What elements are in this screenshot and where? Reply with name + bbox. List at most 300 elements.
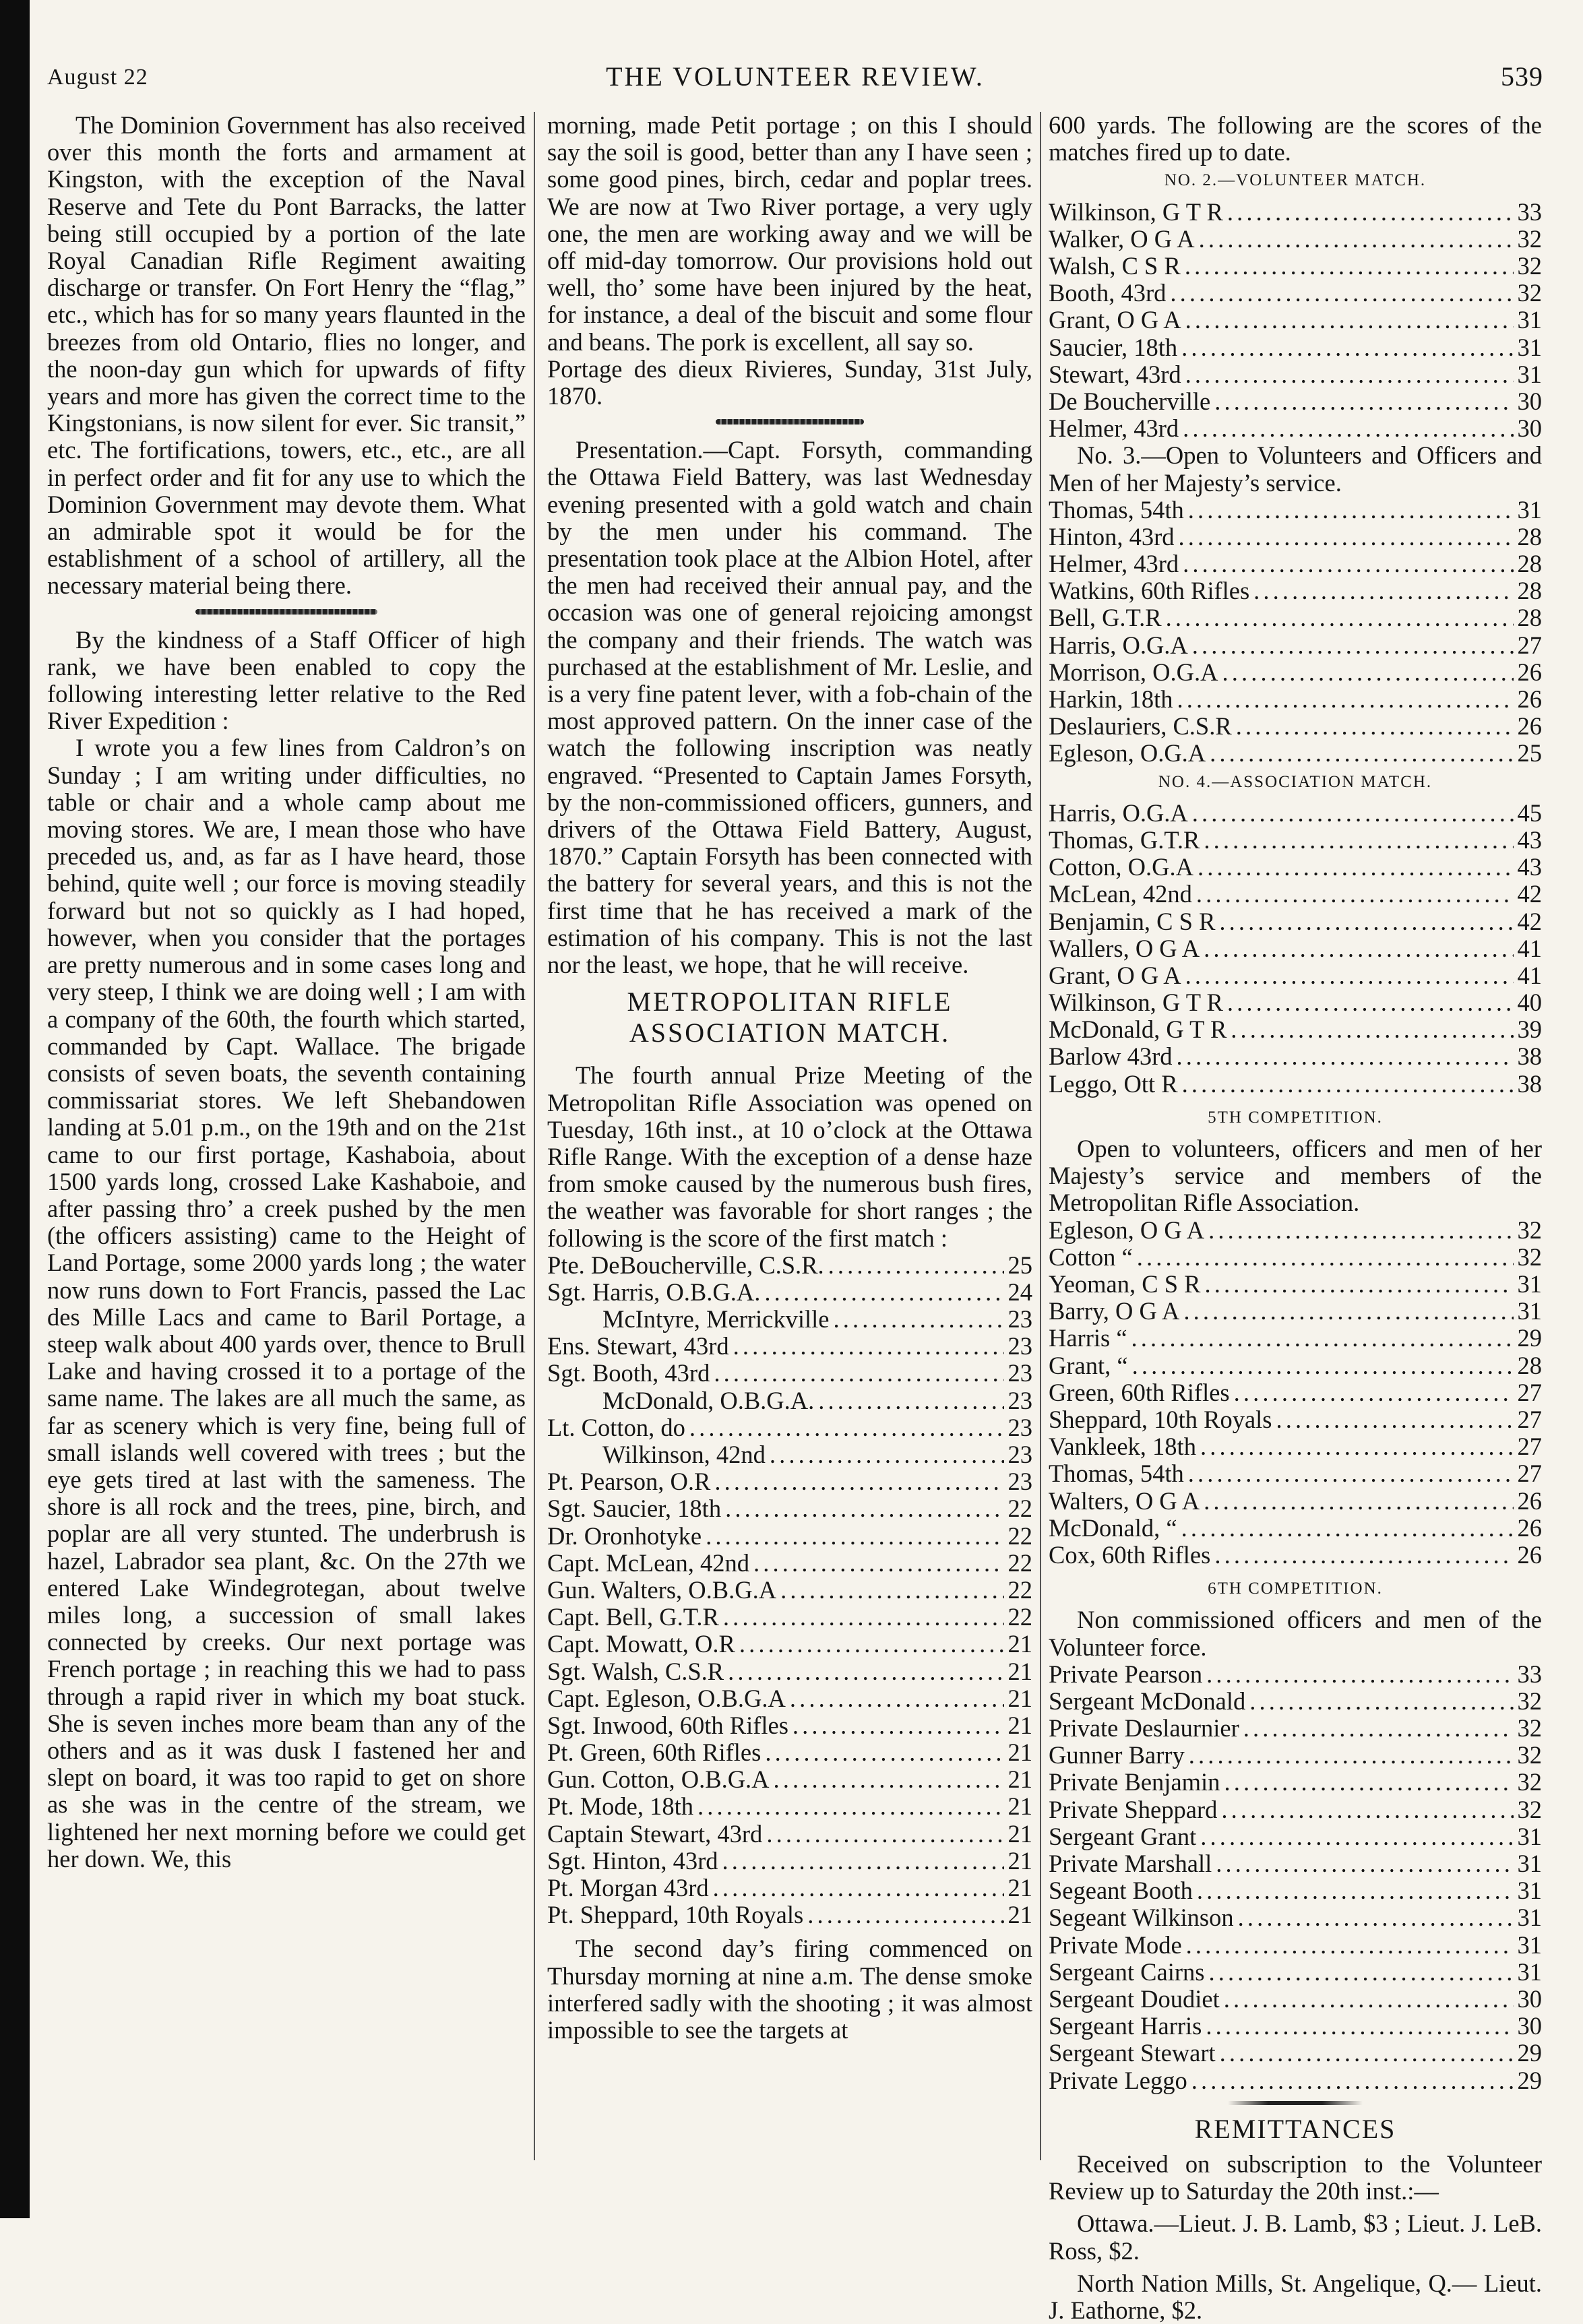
score-value: 21 (1007, 1766, 1032, 1794)
competitor-name: Walsh, C S R (1049, 252, 1181, 280)
score-value: 23 (1007, 1306, 1032, 1333)
competitor-name: Grant, O G A (1049, 962, 1181, 989)
competitor-name: Stewart, 43rd (1049, 360, 1181, 388)
dot-leader (1216, 1850, 1513, 1877)
score-row (1049, 1244, 1542, 1271)
score-value: 31 (1517, 360, 1542, 388)
association-match-heading: NO. 4.—ASSOCIATION MATCH. (1158, 772, 1433, 791)
score-value: 42 (1517, 908, 1542, 935)
score-row (1049, 388, 1542, 415)
score-row (547, 1902, 1032, 1928)
score-row (547, 1685, 1032, 1712)
score-value: 29 (1517, 1325, 1542, 1352)
dot-leader (1196, 881, 1514, 908)
competitor-name: Helmer, 43rd (1049, 415, 1179, 443)
score-row (1049, 334, 1542, 361)
score-value: 31 (1517, 1271, 1542, 1298)
dot-leader (697, 1793, 1004, 1820)
score-value: 31 (1517, 1958, 1542, 1986)
staff-officer-paragraph: By the kindness of a Staff Officer of high rank, we have been enabled to copy the following interesting letter relative to the Red River Expedition : (47, 625, 526, 735)
score-value: 33 (1517, 198, 1542, 226)
score-value: 32 (1517, 1216, 1542, 1244)
presentation-paragraph: Presentation.—Capt. Forsyth, commanding the Ottawa Field Battery, was last Wednesday evening presented with a gold watch and chain by the men under his command. The presentation took place at the Albion Hotel, after the men had received their annual pay, and the occasion was one of general rejoicing amongst the company and their friends. The watch was purchased at the establishment of Mr. Leslie, and is a very fine patent lever, with a fob-chain of the most approved pattern. On the inner case of the watch the following inscription was neatly engraved. “Presented to Captain James Forsyth, by the non-commissioned officers, gunners, and drivers of the Ottawa Field Battery, August, 1870.” Captain Forsyth has been connected with the battery for several years, and this is not the first time that he has received a mark of the estimation of his company. This is not the last nor the least, we hope, that he will receive. (547, 436, 1032, 979)
dot-leader (793, 1712, 1004, 1739)
score-row (1049, 2067, 1542, 2094)
competitor-name: Wallers, O G A (1049, 935, 1200, 962)
score-row (547, 1848, 1032, 1875)
sixth-competition-description: Non commissioned officers and men of the Volunteer force. (1049, 1606, 1542, 1661)
competitor-name: Segeant Booth (1049, 1877, 1193, 1905)
column-1 (47, 112, 526, 1873)
score-row (1049, 226, 1542, 253)
competitor-name: Barlow 43rd (1049, 1043, 1173, 1071)
score-value: 33 (1517, 1660, 1542, 1688)
competitor-name: Wilkinson, 42nd (602, 1441, 766, 1469)
score-row (547, 1306, 1032, 1333)
dot-leader (833, 1306, 1003, 1333)
score-value: 21 (1007, 1739, 1032, 1767)
match-3-description: No. 3.—Open to Volunteers and Officers and Men of her Majesty’s service. (1049, 441, 1542, 497)
score-value: 31 (1517, 1298, 1542, 1325)
competitor-name: Pt. Sheppard, 10th Royals (547, 1902, 804, 1929)
competitor-name: Harris “ (1049, 1325, 1127, 1352)
competitor-name: McDonald, O.B.G.A. (602, 1387, 815, 1414)
score-row (1049, 1217, 1542, 1244)
dot-leader (1231, 1016, 1513, 1043)
dot-leader (1210, 740, 1513, 767)
score-value: 22 (1007, 1576, 1032, 1604)
competitor-name: De Boucherville (1049, 387, 1211, 415)
competitor-name: Harris, O.G.A (1049, 799, 1188, 827)
competitor-name: Barry, O G A (1049, 1298, 1180, 1325)
dot-leader (765, 1739, 1003, 1766)
score-value: 21 (1007, 1875, 1032, 1902)
dot-leader (739, 1631, 1004, 1658)
dot-leader (1189, 1742, 1514, 1769)
competitor-name: Pt. Morgan 43rd (547, 1875, 709, 1902)
dot-leader (1137, 1244, 1514, 1271)
dot-leader (1198, 854, 1514, 881)
dot-leader (714, 1468, 1003, 1495)
score-row (547, 1604, 1032, 1631)
dot-leader (1179, 524, 1514, 551)
score-row (547, 1658, 1032, 1685)
competitor-name: Sgt. Walsh, C.S.R (547, 1658, 724, 1685)
dot-leader (1206, 2013, 1513, 2040)
dot-leader (1206, 1661, 1513, 1688)
score-value: 31 (1517, 1931, 1542, 1959)
score-row (1049, 361, 1542, 388)
dot-leader (1204, 935, 1513, 962)
score-row (1049, 307, 1542, 334)
score-value: 30 (1517, 2013, 1542, 2040)
score-value: 31 (1517, 1877, 1542, 1905)
letter-dateline: Portage des dieux Rivieres, Sunday, 31st July, 1870. (547, 354, 1032, 410)
score-value: 21 (1007, 1711, 1032, 1739)
score-value: 39 (1517, 1016, 1542, 1044)
dot-leader (723, 1604, 1004, 1631)
dot-leader (1183, 415, 1513, 442)
competitor-name: Sergeant McDonald (1049, 1687, 1246, 1715)
score-row (1049, 1850, 1542, 1877)
dot-leader (1191, 2067, 1514, 2094)
score-row (1049, 1742, 1542, 1769)
score-row (1049, 1271, 1542, 1298)
competitor-name: Thomas, 54th (1049, 1460, 1184, 1488)
score-row (1049, 908, 1542, 935)
dot-leader (1227, 989, 1514, 1016)
dot-leader (1186, 1932, 1514, 1959)
fifth-competition-scores (1049, 1217, 1542, 1569)
score-value: 25 (1517, 740, 1542, 767)
column-2 (547, 112, 1032, 2044)
score-row (1049, 1043, 1542, 1070)
score-value: 41 (1517, 935, 1542, 962)
score-row (1049, 1904, 1542, 1931)
score-value: 31 (1517, 1904, 1542, 1932)
volunteer-match-heading: NO. 2.—VOLUNTEER MATCH. (1164, 171, 1427, 190)
score-row (547, 1875, 1032, 1902)
dot-leader (714, 1360, 1003, 1387)
score-value: 31 (1517, 496, 1542, 524)
score-value: 32 (1517, 1769, 1542, 1796)
score-row (1049, 1688, 1542, 1715)
dot-leader (770, 1441, 1004, 1468)
dot-leader (1176, 1043, 1513, 1070)
score-row (1049, 1298, 1542, 1325)
score-value: 22 (1007, 1604, 1032, 1631)
score-row (1049, 551, 1542, 577)
sixth-competition-heading: 6TH COMPETITION. (1208, 1579, 1383, 1598)
section-heading: METROPOLITAN RIFLE ASSOCIATION MATCH. (627, 986, 953, 1048)
competitor-name: Booth, 43rd (1049, 280, 1167, 307)
second-day-paragraph: The second day’s firing commenced on Thursday morning at nine a.m. The dense smoke interfered sadly with the shooting ; it was almost impossible to see the targets at (547, 1935, 1032, 2044)
score-value: 31 (1517, 1850, 1542, 1878)
score-value: 31 (1517, 1823, 1542, 1850)
score-value: 26 (1517, 1514, 1542, 1542)
score-value: 32 (1517, 252, 1542, 280)
score-value: 29 (1517, 2067, 1542, 2094)
dot-leader (706, 1523, 1003, 1550)
competitor-name: Bell, G.T.R (1049, 604, 1162, 632)
dot-leader (713, 1875, 1004, 1902)
scores-intro: 600 yards. The following are the scores of the matches fired up to date. (1049, 111, 1542, 166)
competitor-name: Helmer, 43rd (1049, 551, 1179, 578)
dot-leader (753, 1550, 1003, 1577)
competitor-name: Private Leggo (1049, 2067, 1187, 2094)
score-row (547, 1414, 1032, 1441)
score-value: 21 (1007, 1793, 1032, 1821)
competitor-name: Capt. Egleson, O.B.G.A (547, 1685, 786, 1712)
competitor-name: Capt. Bell, G.T.R (547, 1604, 719, 1631)
score-value: 26 (1517, 1487, 1542, 1515)
score-row (1049, 1406, 1542, 1433)
score-row (547, 1712, 1032, 1739)
score-value: 22 (1007, 1495, 1032, 1523)
ornamental-divider (1228, 2101, 1363, 2105)
score-value: 31 (1517, 307, 1542, 334)
competitor-name: Sgt. Inwood, 60th Rifles (547, 1711, 788, 1739)
match-3-scores (1049, 497, 1542, 767)
association-match-scores (1049, 800, 1542, 1098)
dot-leader (1204, 1488, 1513, 1515)
score-row (1049, 632, 1542, 659)
score-row (1049, 1715, 1542, 1742)
score-row (547, 1360, 1032, 1387)
dot-leader (1219, 908, 1513, 935)
letter-continuation-paragraph: morning, made Petit portage ; on this I should say the soil is good, better than any I have seen ; some good pines, birch, cedar and poplar trees. We are now at Two River portage, a very ugly one, the men are working away and we will be off mid-day tomorrow. Our provisions hold out well, tho’ some have been injured by the heat, for instance, a deal of the biscuit and some flour and beans. The pork is excellent, all say so. (547, 111, 1032, 356)
competitor-name: Green, 60th Rifles (1049, 1379, 1230, 1406)
score-value: 27 (1517, 1460, 1542, 1488)
competitor-name: Captain Stewart, 43rd (547, 1820, 763, 1848)
dot-leader (766, 1821, 1003, 1848)
competitor-name: Deslauriers, C.S.R (1049, 713, 1232, 741)
score-value: 23 (1007, 1387, 1032, 1414)
dot-leader (725, 1495, 1003, 1522)
competitor-name: McIntyre, Merrickville (602, 1306, 830, 1333)
dot-leader (1197, 1877, 1514, 1904)
competitor-name: Gunner Barry (1049, 1742, 1185, 1769)
score-row (1049, 800, 1542, 827)
publication-title: THE VOLUNTEER REVIEW. (606, 61, 985, 92)
competitor-name: Wilkinson, G T R (1049, 198, 1223, 226)
score-row (1049, 1542, 1542, 1569)
score-row (1049, 1433, 1542, 1460)
score-row (1049, 1379, 1542, 1406)
dot-leader (1181, 1515, 1514, 1542)
ornamental-divider (716, 419, 864, 425)
score-row (547, 1252, 1032, 1279)
dot-leader (1192, 800, 1514, 827)
dot-leader (1185, 307, 1514, 334)
score-row (547, 1279, 1032, 1306)
dot-leader (733, 1333, 1004, 1360)
competitor-name: Morrison, O.G.A (1049, 658, 1218, 686)
score-value: 22 (1007, 1549, 1032, 1577)
dot-leader (1204, 827, 1513, 854)
dot-leader (1208, 1959, 1513, 1986)
red-river-letter-paragraph: I wrote you a few lines from Caldron’s on Sunday ; I am writing under difficulties, no table or chair and a whole camp about me moving stores. We are, I mean those who have preceded us, and, as far as I have heard, those behind, quite well ; our force is moving steadily forward but not so quickly as I had hoped, however, when you consider that the portages are pretty numerous and in some cases long and very steep, I think we are doing well ; I am with a company of the 60th, the fourth which started, commanded by Capt. Wallace. The brigade consists of seven boats, the seventh containing commissariat stores. We left Shebandowen landing at 5.01 p.m., on the 19th and on the 21st came to our first portage, Kashaboia, about 1500 yards long, crossed Lake Kashaboie, and after passing thro’ a creek pushed by the men (the officers assisting) came to the Height of Land Portage, some 2000 yards long ; the water now runs down to Fort Francis, passed the Lac des Mille Lacs and came to Baril Portage, a steep walk about 400 yards over, thence to Brull Lake and having crossed it to a portage of the same name. The lakes are all much the same, as far as scenery which is very fine, being full of small islands well covered with trees ; but the eye gets tired at last with the sameness. The shore is all rock and the trees, pine, birch, and poplar are all very stunted. The underbrush is hazel, Labrador sea plant, &c. On the 27th we entered Lake Windegrotegan, about twelve miles long, a succession of small lakes connected by creeks. Our next portage was French portage ; in reaching this we had to pass through a rapid river in which my boat stuck. She is seven inches more beam than any of the others and as it was dusk I fastened her and slept on board, it was too rapid to get on shore as she was in the centre of the stream, we lightened her next morning before we could get her down. We, this (47, 734, 526, 1873)
dot-leader (780, 1577, 1003, 1604)
competitor-name: Pt. Mode, 18th (547, 1793, 693, 1821)
dot-leader (728, 1658, 1003, 1685)
score-row (1049, 280, 1542, 307)
competitor-name: Dr. Oronhotyke (547, 1522, 702, 1550)
competitor-name: Capt. McLean, 42nd (547, 1549, 750, 1577)
score-value: 38 (1517, 1043, 1542, 1071)
score-row (1049, 415, 1542, 442)
competitor-name: Yeoman, C S R (1049, 1271, 1201, 1298)
dot-leader (1234, 1379, 1514, 1406)
score-value: 32 (1517, 1715, 1542, 1742)
score-row (1049, 1352, 1542, 1379)
dot-leader (1276, 1406, 1514, 1433)
page-number: 539 (1501, 61, 1543, 92)
dot-leader (1238, 1904, 1514, 1931)
score-value: 23 (1007, 1414, 1032, 1441)
score-value: 32 (1517, 1796, 1542, 1823)
dot-leader (1222, 659, 1513, 686)
score-value: 21 (1007, 1820, 1032, 1848)
score-row (1049, 686, 1542, 713)
competitor-name: Walters, O G A (1049, 1487, 1200, 1515)
score-row (1049, 1016, 1542, 1043)
competitor-name: Walker, O G A (1049, 225, 1195, 253)
column-rule-2 (1040, 112, 1041, 2160)
issue-date: August 22 (47, 65, 148, 90)
dot-leader (1221, 1796, 1513, 1823)
score-row (1049, 854, 1542, 881)
score-value: 21 (1007, 1847, 1032, 1875)
score-value: 21 (1007, 1685, 1032, 1712)
dot-leader (1170, 280, 1513, 307)
competitor-name: Ens. Stewart, 43rd (547, 1333, 729, 1360)
dot-leader (1188, 1460, 1514, 1487)
score-row (1049, 827, 1542, 854)
dot-leader (1185, 253, 1514, 280)
volunteer-match-scores (1049, 199, 1542, 443)
dot-leader (774, 1766, 1004, 1793)
score-value: 23 (1007, 1333, 1032, 1360)
competitor-name: Sergeant Harris (1049, 2013, 1202, 2040)
dot-leader (764, 1279, 1003, 1306)
score-row (547, 1631, 1032, 1658)
competitor-name: Egleson, O G A (1049, 1216, 1205, 1244)
score-value: 27 (1517, 1406, 1542, 1433)
competitor-name: Segeant Wilkinson (1049, 1904, 1234, 1932)
remittance-ottawa: Ottawa.—Lieut. J. B. Lamb, $3 ; Lieut. J. LeB. Ross, $2. (1049, 2209, 1542, 2265)
dot-leader (1208, 1217, 1513, 1244)
score-value: 26 (1517, 658, 1542, 686)
score-row (1049, 740, 1542, 767)
score-row (547, 1550, 1032, 1577)
competitor-name: Watkins, 60th Rifles (1049, 577, 1250, 605)
score-row (1049, 1877, 1542, 1904)
score-value: 21 (1007, 1658, 1032, 1685)
competitor-name: Thomas, G.T.R (1049, 826, 1200, 854)
score-row (1049, 1932, 1542, 1959)
competitor-name: McDonald, G T R (1049, 1016, 1227, 1044)
competitor-name: Sheppard, 10th Royals (1049, 1406, 1272, 1433)
score-value: 38 (1517, 1070, 1542, 1098)
dot-leader (689, 1414, 1004, 1441)
dot-leader (1182, 1071, 1514, 1098)
competitor-name: Saucier, 18th (1049, 334, 1178, 361)
competitor-name: McDonald, “ (1049, 1514, 1177, 1542)
score-row (547, 1793, 1032, 1820)
dot-leader (1166, 604, 1514, 631)
score-value: 28 (1517, 604, 1542, 632)
column-rule-1 (534, 112, 535, 2160)
competitor-name: Grant, “ (1049, 1352, 1128, 1379)
score-value: 26 (1517, 713, 1542, 741)
competitor-name: Cotton “ (1049, 1243, 1133, 1271)
score-value: 23 (1007, 1468, 1032, 1496)
score-row (1049, 659, 1542, 686)
score-row (1049, 604, 1542, 631)
dot-leader (1227, 199, 1514, 226)
dot-leader (1236, 713, 1514, 740)
score-row (1049, 713, 1542, 740)
competitor-name: Private Deslaurnier (1049, 1715, 1239, 1742)
score-row (1049, 1823, 1542, 1850)
dot-leader (828, 1252, 1004, 1279)
score-row (1049, 1959, 1542, 1986)
dot-leader (1253, 577, 1513, 604)
score-value: 27 (1517, 1379, 1542, 1406)
competitor-name: Pte. DeBoucherville, C.S.R. (547, 1251, 824, 1279)
competitor-name: Leggo, Ott R (1049, 1070, 1178, 1098)
score-row (547, 1577, 1032, 1604)
dot-leader (1185, 361, 1514, 388)
score-row (1049, 199, 1542, 226)
score-row (1049, 881, 1542, 908)
score-row (547, 1766, 1032, 1793)
dot-leader (1224, 1986, 1514, 2013)
dot-leader (1243, 1715, 1514, 1742)
score-value: 30 (1517, 1985, 1542, 2013)
score-value: 31 (1517, 334, 1542, 361)
score-row (1049, 1661, 1542, 1688)
ornamental-divider (195, 609, 377, 615)
score-row (1049, 2013, 1542, 2040)
score-value: 21 (1007, 1902, 1032, 1929)
competitor-name: Cotton, O.G.A (1049, 854, 1193, 881)
remittances-heading: REMITTANCES (1194, 2113, 1396, 2144)
competitor-name: Sgt. Hinton, 43rd (547, 1847, 718, 1875)
competitor-name: Benjamin, C S R (1049, 908, 1216, 935)
score-row (547, 1387, 1032, 1414)
first-match-scores (547, 1252, 1032, 1929)
dot-leader (807, 1902, 1003, 1928)
competitor-name: Wilkinson, G T R (1049, 989, 1223, 1017)
competitor-name: Sgt. Booth, 43rd (547, 1360, 710, 1387)
competitor-name: Private Sheppard (1049, 1796, 1218, 1823)
score-value: 22 (1007, 1522, 1032, 1550)
score-value: 25 (1007, 1251, 1032, 1279)
dot-leader (818, 1387, 1003, 1414)
score-row (547, 1441, 1032, 1468)
dot-leader (1183, 551, 1513, 577)
competitor-name: Private Mode (1049, 1931, 1182, 1959)
score-value: 28 (1517, 577, 1542, 605)
score-value: 26 (1517, 1541, 1542, 1569)
remittances-intro: Received on subscription to the Volunteer Review up to Saturday the 20th inst.:— (1049, 2149, 1542, 2205)
score-value: 26 (1517, 686, 1542, 714)
score-row (1049, 2040, 1542, 2067)
competitor-name: Sgt. Harris, O.B.G.A. (547, 1278, 761, 1306)
competitor-name: Sergeant Stewart (1049, 2040, 1216, 2067)
score-row (1049, 253, 1542, 280)
dot-leader (1177, 686, 1514, 713)
competitor-name: Sergeant Cairns (1049, 1958, 1205, 1986)
remittance-north-nation-mills: North Nation Mills, St. Angelique, Q.— Lieut. J. Eathorne, $2. (1049, 2269, 1542, 2324)
competitor-name: Sgt. Saucier, 18th (547, 1495, 722, 1523)
score-row (1049, 577, 1542, 604)
competitor-name: Private Pearson (1049, 1660, 1203, 1688)
competitor-name: McLean, 42nd (1049, 881, 1192, 908)
score-value: 28 (1517, 1352, 1542, 1379)
page-header (47, 61, 1543, 101)
dot-leader (1199, 226, 1514, 253)
competitor-name: Sergeant Doudiet (1049, 1985, 1220, 2013)
competitor-name: Harkin, 18th (1049, 686, 1173, 714)
score-row (547, 1495, 1032, 1522)
dot-leader (1181, 334, 1513, 361)
competitor-name: Private Marshall (1049, 1850, 1212, 1878)
competitor-name: Capt. Mowatt, O.R (547, 1631, 735, 1658)
score-row (1049, 1460, 1542, 1487)
